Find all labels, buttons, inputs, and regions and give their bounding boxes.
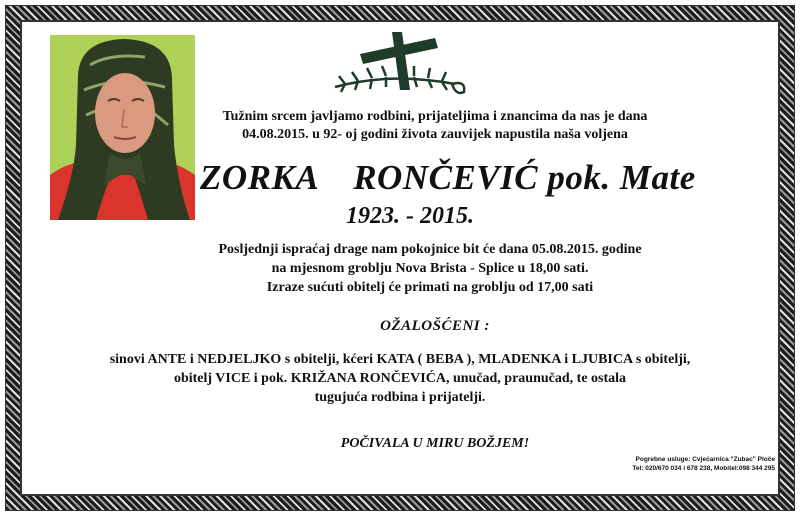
mourners-list: [40, 350, 760, 407]
funeral-details: [190, 240, 670, 297]
announcement-line: 04.08.2015. u 92- oj godini života zauvijek napustila naša voljena: [242, 127, 628, 142]
credit-line: Tel: 020/670 034 i 678 238, Mobitel:098 344 295: [632, 465, 775, 472]
funeral-line: na mjesnom groblju Nova Brista - Splice u 18,00 sati.: [271, 261, 589, 276]
portrait-photo: [50, 35, 195, 220]
mourners-line: sinovi ANTE i NEDJELJKO s obitelji, kćeri KATA ( BEBA ), MLADENKA i LJUBICA s obitelji,: [109, 352, 691, 367]
deceased-name: [200, 158, 696, 198]
credit-line: Pogrebne usluge: Cvjećarnica "Zubac" Ploče: [635, 456, 775, 463]
announcement-line: Tužnim srcem javljamo rodbini, prijateljima i znancima da nas je dana: [222, 109, 648, 124]
closing-phrase: POČIVALA U MIRU BOŽJEM!: [340, 436, 530, 451]
announcement-text: [200, 108, 670, 144]
cross-with-palm-branch-icon: [330, 32, 475, 97]
funeral-line: Posljednji ispraćaj drage nam pokojnice bit će dana 05.08.2015. godine: [218, 242, 642, 257]
mourners-line: tugujuća rodbina i prijatelji.: [314, 390, 486, 405]
life-years: 1923. - 2015.: [346, 203, 474, 229]
mourners-line: obitelj VICE i pok. KRIŽANA RONČEVIĆA, unučad, praunučad, te ostala: [173, 371, 627, 386]
mourners-heading: OŽALOŠĆENI :: [380, 318, 490, 334]
funeral-services-credit: [560, 455, 775, 473]
deceased-first-name: ZORKA: [200, 158, 320, 197]
deceased-surname: RONČEVIĆ pok. Mate: [353, 158, 696, 197]
funeral-line: Izraze sućuti obitelj će primati na groblju od 17,00 sati: [266, 280, 594, 295]
